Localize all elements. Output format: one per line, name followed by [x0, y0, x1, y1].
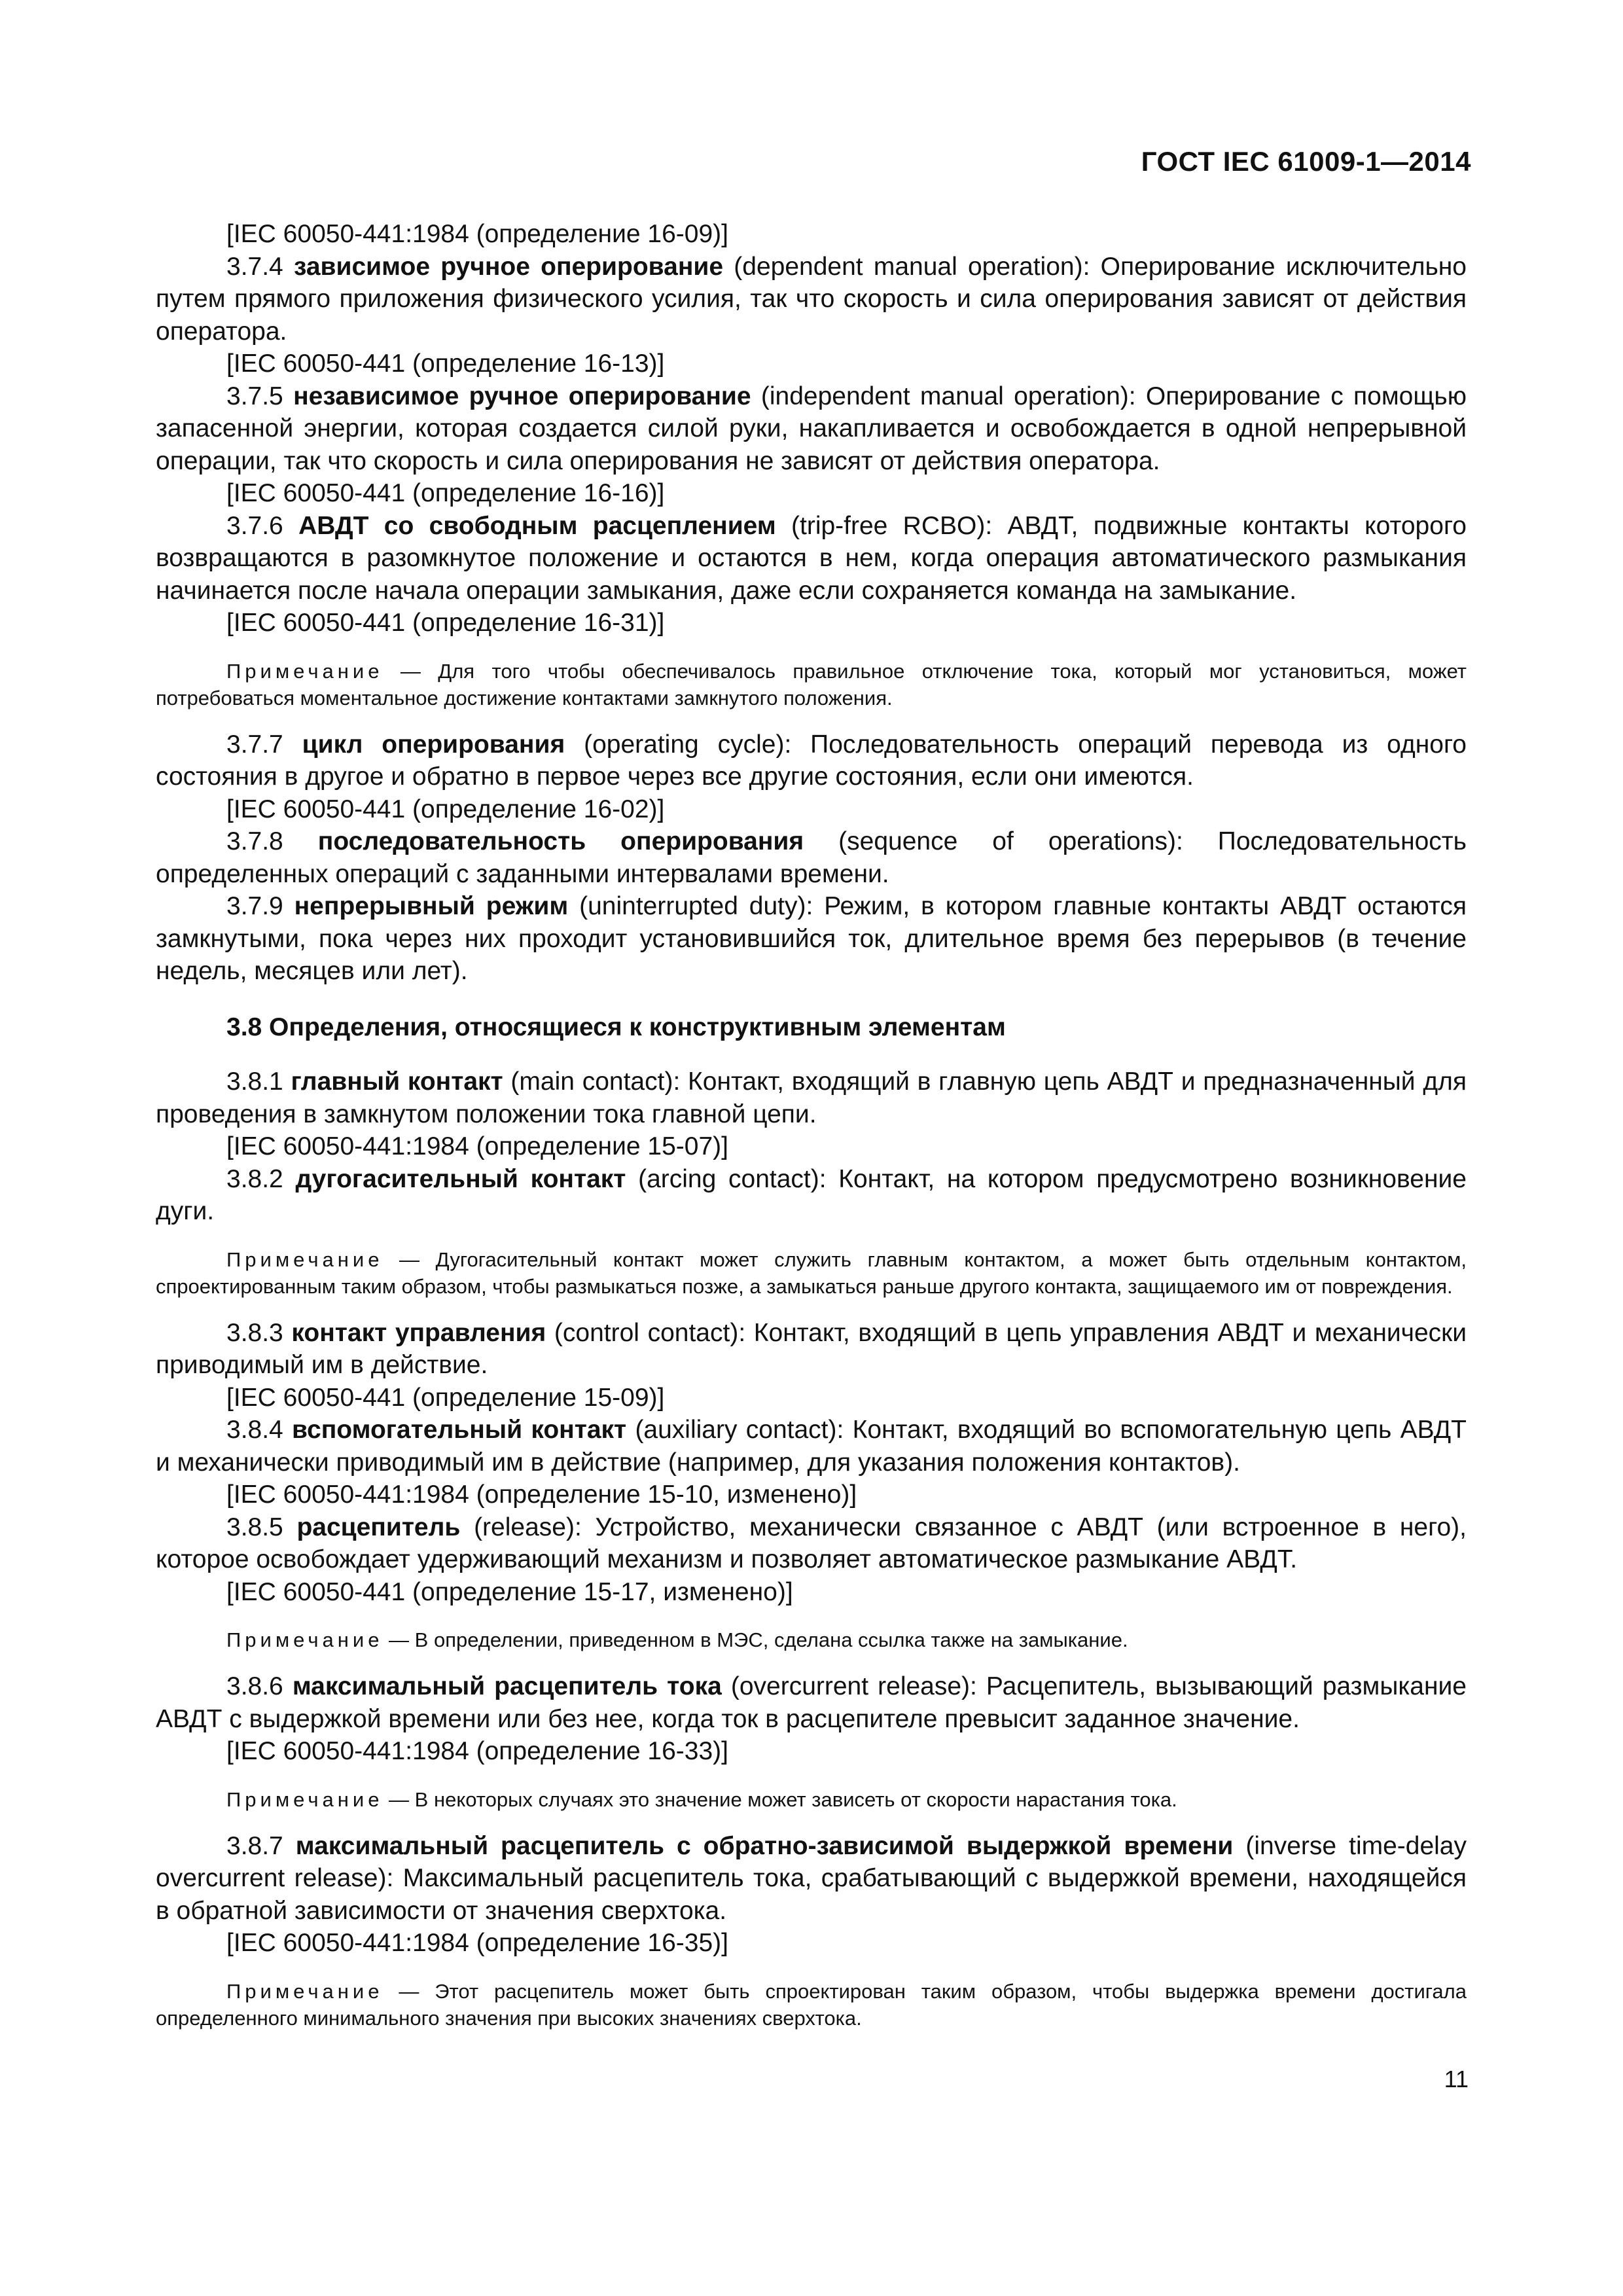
definition-3-8-1: 3.8.1 главный контакт (main contact): Контакт, входящий в главную цепь АВДТ и предназначенный для проведения в замкнутом положении тока главной цепи.: [156, 1067, 1467, 1128]
definition-3-8-7: 3.8.7 максимальный расцепитель с обратно-зависимой выдержкой времени (inverse time-delay overcurrent release): Максимальный расцепитель тока, срабатывающий с выдержкой времени, находящейся в обратной зависимости от значения сверхтока.: [156, 1831, 1467, 1925]
document-header: ГОСТ IEC 61009-1—2014: [1141, 146, 1471, 177]
page-number: 11: [1444, 2066, 1469, 2092]
term: контакт управления: [291, 1318, 546, 1347]
reference: [IEC 60050-441 (определение 16-31)]: [226, 609, 665, 637]
reference: [IEC 60050-441 (определение 16-16)]: [226, 479, 665, 507]
term: независимое ручное оперирование: [293, 382, 751, 410]
term: максимальный расцепитель тока: [292, 1672, 722, 1700]
term: цикл оперирования: [302, 730, 565, 759]
definition-3-7-9: 3.7.9 непрерывный режим (uninterrupted duty): Режим, в котором главные контакты АВДТ остаются замкнутыми, пока через них проходит установившийся ток, длительное время без перерывов (в течение недель, месяцев или лет).: [156, 892, 1467, 985]
definition-3-8-6: 3.8.6 максимальный расцепитель тока (overcurrent release): Расцепитель, вызывающий размыкание АВДТ с выдержкой времени или без нее, когда ток в расцепителе превысит заданное значение.: [156, 1672, 1467, 1733]
definition-3-7-6: 3.7.6 АВДТ со свободным расцеплением (trip-free RCBO): АВДТ, подвижные контакты которого возвращаются в разомкнутое положение и остаются в нем, когда операция автоматического размыкания начинается после начала операции замыкания, даже если сохраняется команда на замыкание.: [156, 511, 1467, 605]
term: максимальный расцепитель с обратно-зависимой выдержкой времени: [295, 1831, 1234, 1860]
note: Примечание — В определении, приведенном в МЭС, сделана ссылка также на замыкание.: [226, 1628, 1128, 1651]
term: главный контакт: [291, 1067, 503, 1096]
definition-3-7-5: 3.7.5 независимое ручное оперирование (independent manual operation): Оперирование с помощью запасенной энергии, которая создается силой руки, накапливается и освобождается в одной непрерывной операции, так что скорость и сила оперирования не зависят от действия оператора.: [156, 382, 1467, 475]
definition-3-8-4: 3.8.4 вспомогательный контакт (auxiliary contact): Контакт, входящий во вспомогательную цепь АВДТ и механически приводимый им в действие (например, для указания положения контактов).: [156, 1416, 1467, 1477]
term: АВДТ со свободным расцеплением: [298, 511, 776, 540]
note: Примечание — Этот расцепитель может быть спроектирован таким образом, чтобы выдержка времени достигала определенного минимального значения при высоких значениях сверхтока.: [156, 1979, 1467, 2030]
reference: [IEC 60050-441:1984 (определение 15-07)]: [226, 1132, 728, 1160]
definition-3-7-8: 3.7.8 последовательность оперирования (sequence of operations): Последовательность определенных операций с заданными интервалами времени.: [156, 827, 1467, 888]
section-heading: 3.8 Определения, относящиеся к конструктивным элементам: [226, 1013, 1006, 1041]
term: дугогасительный контакт: [295, 1164, 626, 1193]
term: непрерывный режим: [294, 892, 569, 920]
term: расцепитель: [296, 1513, 461, 1541]
reference: [IEC 60050-441 (определение 16-02)]: [226, 795, 665, 823]
definition-3-8-3: 3.8.3 контакт управления (control contact): Контакт, входящий в цепь управления АВДТ и механически приводимый им в действие.: [156, 1318, 1467, 1379]
reference: [IEC 60050-441 (определение 15-17, изменено)]: [226, 1577, 793, 1606]
definition-3-7-7: 3.7.7 цикл оперирования (operating cycle): Последовательность операций перевода из одного состояния в другое и обратно в первое через все другие состояния, если они имеются.: [156, 730, 1467, 791]
reference: [IEC 60050-441:1984 (определение 16-33)]: [226, 1737, 728, 1765]
reference: [IEC 60050-441:1984 (определение 16-35)]: [226, 1929, 728, 1957]
note: Примечание — В некоторых случаях это значение может зависеть от скорости нарастания тока.: [226, 1787, 1177, 1811]
definition-3-7-4: 3.7.4 зависимое ручное оперирование (dependent manual operation): Оперирование исключительно путем прямого приложения физического усилия, так что скорость и сила оперирования зависят от действия оператора.: [156, 252, 1467, 346]
note: Примечание — Дугогасительный контакт может служить главным контактом, а может быть отдельным контактом, спроектированным таким образом, чтобы размыкаться позже, а замыкаться раньше другого контакта, защищаемого им от повреждения.: [156, 1247, 1467, 1298]
definition-3-8-2: 3.8.2 дугогасительный контакт (arcing contact): Контакт, на котором предусмотрено возникновение дуги.: [156, 1164, 1467, 1225]
term: зависимое ручное оперирование: [293, 252, 724, 281]
definition-3-8-5: 3.8.5 расцепитель (release): Устройство, механически связанное с АВДТ (или встроенное в него), которое освобождает удерживающий механизм и позволяет автоматическое размыкание АВДТ.: [156, 1513, 1467, 1573]
term: последовательность оперирования: [317, 827, 804, 855]
term: вспомогательный контакт: [292, 1416, 627, 1444]
reference: [IEC 60050-441 (определение 15-09)]: [226, 1383, 665, 1412]
reference: [IEC 60050-441:1984 (определение 15-10, изменено)]: [226, 1480, 857, 1509]
note: Примечание — Для того чтобы обеспечивалось правильное отключение тока, который мог установиться, может потребоваться моментальное достижение контактами замкнутого положения.: [156, 659, 1467, 709]
document-body: [156, 218, 1467, 2049]
reference: [IEC 60050-441 (определение 16-13)]: [226, 350, 665, 378]
reference: [IEC 60050-441:1984 (определение 16-09)]: [226, 220, 728, 248]
